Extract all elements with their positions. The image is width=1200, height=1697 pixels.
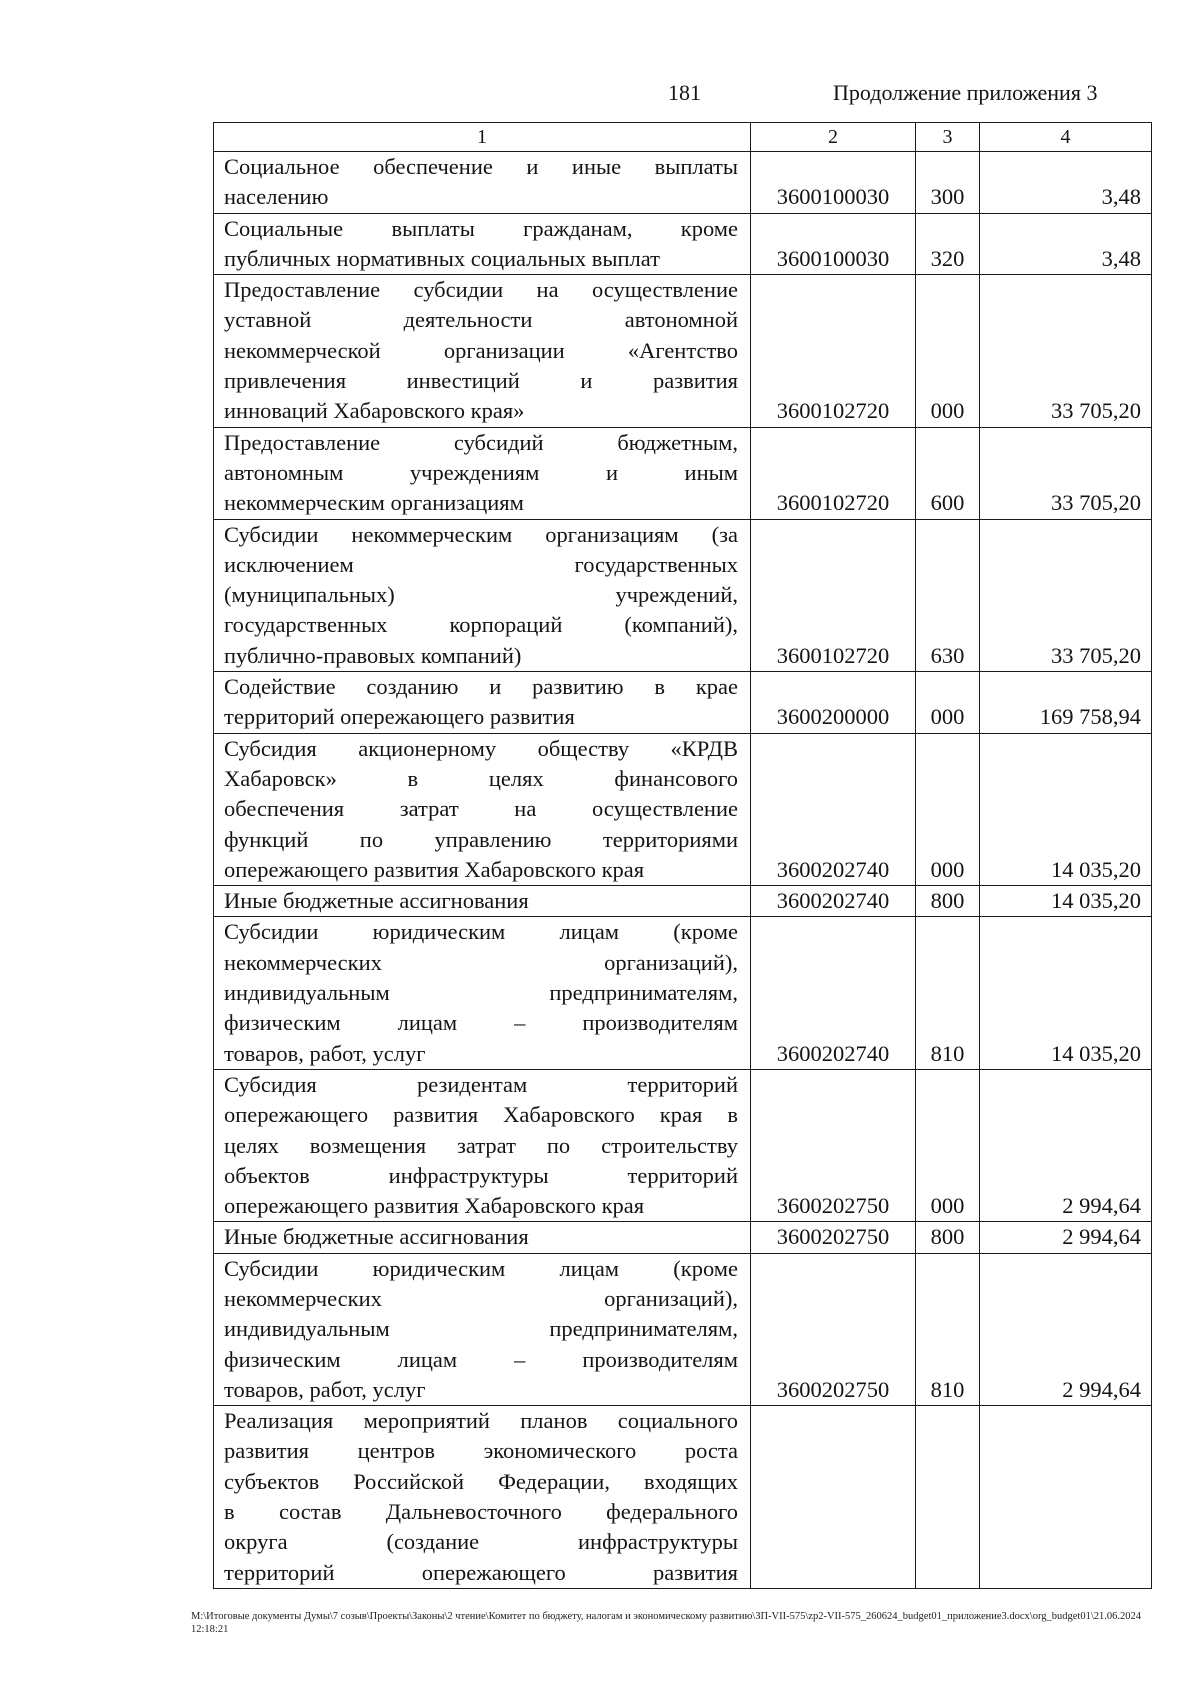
table-row bbox=[214, 672, 1152, 734]
table-row bbox=[214, 213, 1152, 275]
expense-name-cell bbox=[214, 886, 751, 917]
amount-cell: 14 035,20 bbox=[980, 917, 1152, 1069]
column-header-2: 2 bbox=[751, 123, 916, 152]
expense-name-line: автономным учреждениям и иным bbox=[224, 459, 738, 485]
amount-cell bbox=[980, 1406, 1152, 1589]
table-row bbox=[214, 519, 1152, 671]
target-code-cell bbox=[751, 1406, 916, 1589]
expense-name-line: исключением государственных bbox=[224, 551, 738, 577]
column-header-4: 4 bbox=[980, 123, 1152, 152]
expense-name-line: Предоставление субсидий бюджетным, bbox=[224, 429, 738, 455]
expense-type-cell: 800 bbox=[916, 886, 980, 917]
target-code-cell: 3600202750 bbox=[751, 1253, 916, 1405]
expense-type-cell: 000 bbox=[916, 733, 980, 885]
table-row bbox=[214, 1222, 1152, 1253]
expense-name-line: уставной деятельности автономной bbox=[224, 307, 738, 333]
expense-name-line: населению bbox=[224, 184, 329, 210]
expense-name-line: в состав Дальневосточного федерального bbox=[224, 1499, 738, 1525]
expense-name-line: опережающего развития Хабаровского края bbox=[224, 1193, 645, 1219]
expense-name-cell bbox=[214, 519, 751, 671]
table-row bbox=[214, 152, 1152, 214]
expense-name-line: Хабаровск» в целях финансового bbox=[224, 765, 738, 791]
target-code-cell: 3600102720 bbox=[751, 275, 916, 427]
expense-name-line: Социальное обеспечение и иные выплаты bbox=[224, 154, 738, 179]
expense-type-cell: 300 bbox=[916, 152, 980, 214]
amount-cell: 3,48 bbox=[980, 152, 1152, 214]
expense-name-line: Субсидии юридическим лицам (кроме bbox=[224, 1255, 738, 1281]
target-code-cell: 3600202740 bbox=[751, 886, 916, 917]
expense-type-cell: 810 bbox=[916, 1253, 980, 1405]
expense-name-line: Предоставление субсидии на осуществление bbox=[224, 277, 738, 303]
expense-name-line: территорий опережающего развития bbox=[224, 704, 575, 730]
expense-type-cell: 000 bbox=[916, 672, 980, 734]
expense-name-line: товаров, работ, услуг bbox=[224, 1040, 426, 1066]
expense-name-line: Субсидия акционерному обществу «КРДВ bbox=[224, 735, 738, 761]
column-header-1: 1 bbox=[214, 123, 751, 152]
expense-name-line: объектов инфраструктуры территорий bbox=[224, 1162, 738, 1188]
expense-type-cell: 600 bbox=[916, 427, 980, 519]
expense-name-line: Иные бюджетные ассигнования bbox=[224, 1224, 529, 1250]
expense-type-cell: 320 bbox=[916, 213, 980, 275]
expense-name-line: обеспечения затрат на осуществление bbox=[224, 796, 738, 822]
amount-cell: 33 705,20 bbox=[980, 519, 1152, 671]
table-row bbox=[214, 1069, 1152, 1221]
table-row bbox=[214, 427, 1152, 519]
expense-name-line: Субсидии некоммерческим организациям (за bbox=[224, 521, 738, 547]
table-row bbox=[214, 917, 1152, 1069]
expense-name-cell bbox=[214, 1406, 751, 1589]
expense-type-cell: 000 bbox=[916, 275, 980, 427]
target-code-cell: 3600100030 bbox=[751, 213, 916, 275]
expense-name-line: опережающего развития Хабаровского края bbox=[224, 856, 645, 882]
continuation-heading: Продолжение приложения 3 bbox=[833, 80, 1098, 105]
expense-name-cell bbox=[214, 152, 751, 214]
expense-name-line: некоммерческих организаций), bbox=[224, 949, 738, 975]
expense-name-line: (муниципальных) учреждений, bbox=[224, 582, 738, 608]
target-code-cell: 3600100030 bbox=[751, 152, 916, 214]
target-code-cell: 3600202750 bbox=[751, 1222, 916, 1253]
expense-type-cell: 810 bbox=[916, 917, 980, 1069]
expense-name-line: Иные бюджетные ассигнования bbox=[224, 888, 529, 914]
page-number: 181 bbox=[668, 80, 701, 105]
amount-cell: 2 994,64 bbox=[980, 1222, 1152, 1253]
expense-name-line: Реализация мероприятий планов социального bbox=[224, 1408, 738, 1434]
expense-name-cell bbox=[214, 1253, 751, 1405]
expense-name-cell bbox=[214, 275, 751, 427]
target-code-cell: 3600200000 bbox=[751, 672, 916, 734]
expense-name-cell bbox=[214, 1222, 751, 1253]
column-header-3: 3 bbox=[916, 123, 980, 152]
amount-cell: 2 994,64 bbox=[980, 1253, 1152, 1405]
target-code-cell: 3600102720 bbox=[751, 519, 916, 671]
expense-type-cell bbox=[916, 1406, 980, 1589]
expense-name-line: некоммерческой организации «Агентство bbox=[224, 337, 738, 363]
amount-cell: 2 994,64 bbox=[980, 1069, 1152, 1221]
document-path-footer: M:\Итоговые документы Думы\7 созыв\Проекты\Законы\2 чтение\Комитет по бюджету, налогам и экономическому развитию\ЗП-VII-575\zp2-VII-575_260624_budget01_приложение3.docx\org_budget01\21.06.2024 12:18:21 bbox=[191, 1611, 1142, 1635]
expense-name-line: некоммерческим организациям bbox=[224, 490, 524, 516]
amount-cell: 14 035,20 bbox=[980, 886, 1152, 917]
expense-name-line: Субсидия резидентам территорий bbox=[224, 1071, 738, 1097]
expense-name-cell bbox=[214, 917, 751, 1069]
table-row bbox=[214, 886, 1152, 917]
expense-name-cell bbox=[214, 213, 751, 275]
expense-name-cell bbox=[214, 427, 751, 519]
expense-name-cell bbox=[214, 1069, 751, 1221]
amount-cell: 33 705,20 bbox=[980, 275, 1152, 427]
expense-name-line: округа (создание инфраструктуры bbox=[224, 1529, 738, 1555]
expense-type-cell: 800 bbox=[916, 1222, 980, 1253]
expense-name-line: индивидуальным предпринимателям, bbox=[224, 1316, 738, 1342]
expense-name-line: опережающего развития Хабаровского края в bbox=[224, 1102, 738, 1128]
expense-name-line: государственных корпораций (компаний), bbox=[224, 612, 738, 638]
expense-name-cell bbox=[214, 733, 751, 885]
table-row bbox=[214, 1406, 1152, 1589]
expense-name-line: физическим лицам – производителям bbox=[224, 1010, 738, 1036]
amount-cell: 169 758,94 bbox=[980, 672, 1152, 734]
target-code-cell: 3600102720 bbox=[751, 427, 916, 519]
target-code-cell: 3600202750 bbox=[751, 1069, 916, 1221]
amount-cell: 33 705,20 bbox=[980, 427, 1152, 519]
table-row bbox=[214, 1253, 1152, 1405]
expense-name-line: некоммерческих организаций), bbox=[224, 1285, 738, 1311]
expense-type-cell: 000 bbox=[916, 1069, 980, 1221]
amount-cell: 3,48 bbox=[980, 213, 1152, 275]
expense-name-line: публичных нормативных социальных выплат bbox=[224, 245, 660, 271]
expense-name-cell bbox=[214, 672, 751, 734]
budget-table bbox=[213, 122, 1152, 1589]
expense-name-line: индивидуальным предпринимателям, bbox=[224, 980, 738, 1006]
expense-name-line: субъектов Российской Федерации, входящих bbox=[224, 1468, 738, 1494]
expense-name-line: территорий опережающего развития bbox=[224, 1559, 738, 1585]
expense-name-line: Субсидии юридическим лицам (кроме bbox=[224, 919, 738, 945]
expense-name-line: целях возмещения затрат по строительству bbox=[224, 1132, 738, 1158]
expense-type-cell: 630 bbox=[916, 519, 980, 671]
amount-cell: 14 035,20 bbox=[980, 733, 1152, 885]
table-row bbox=[214, 275, 1152, 427]
table-row bbox=[214, 733, 1152, 885]
expense-name-line: Социальные выплаты гражданам, кроме bbox=[224, 215, 738, 241]
expense-name-line: функций по управлению территориями bbox=[224, 826, 738, 852]
expense-name-line: физическим лицам – производителям bbox=[224, 1346, 738, 1372]
target-code-cell: 3600202740 bbox=[751, 917, 916, 1069]
expense-name-line: товаров, работ, услуг bbox=[224, 1376, 426, 1402]
expense-name-line: развития центров экономического роста bbox=[224, 1438, 738, 1464]
table-header-row bbox=[214, 123, 1152, 152]
target-code-cell: 3600202740 bbox=[751, 733, 916, 885]
expense-name-line: Содействие созданию и развитию в крае bbox=[224, 674, 738, 700]
expense-name-line: инноваций Хабаровского края» bbox=[224, 398, 525, 424]
expense-name-line: привлечения инвестиций и развития bbox=[224, 368, 738, 394]
expense-name-line: публично-правовых компаний) bbox=[224, 642, 522, 668]
